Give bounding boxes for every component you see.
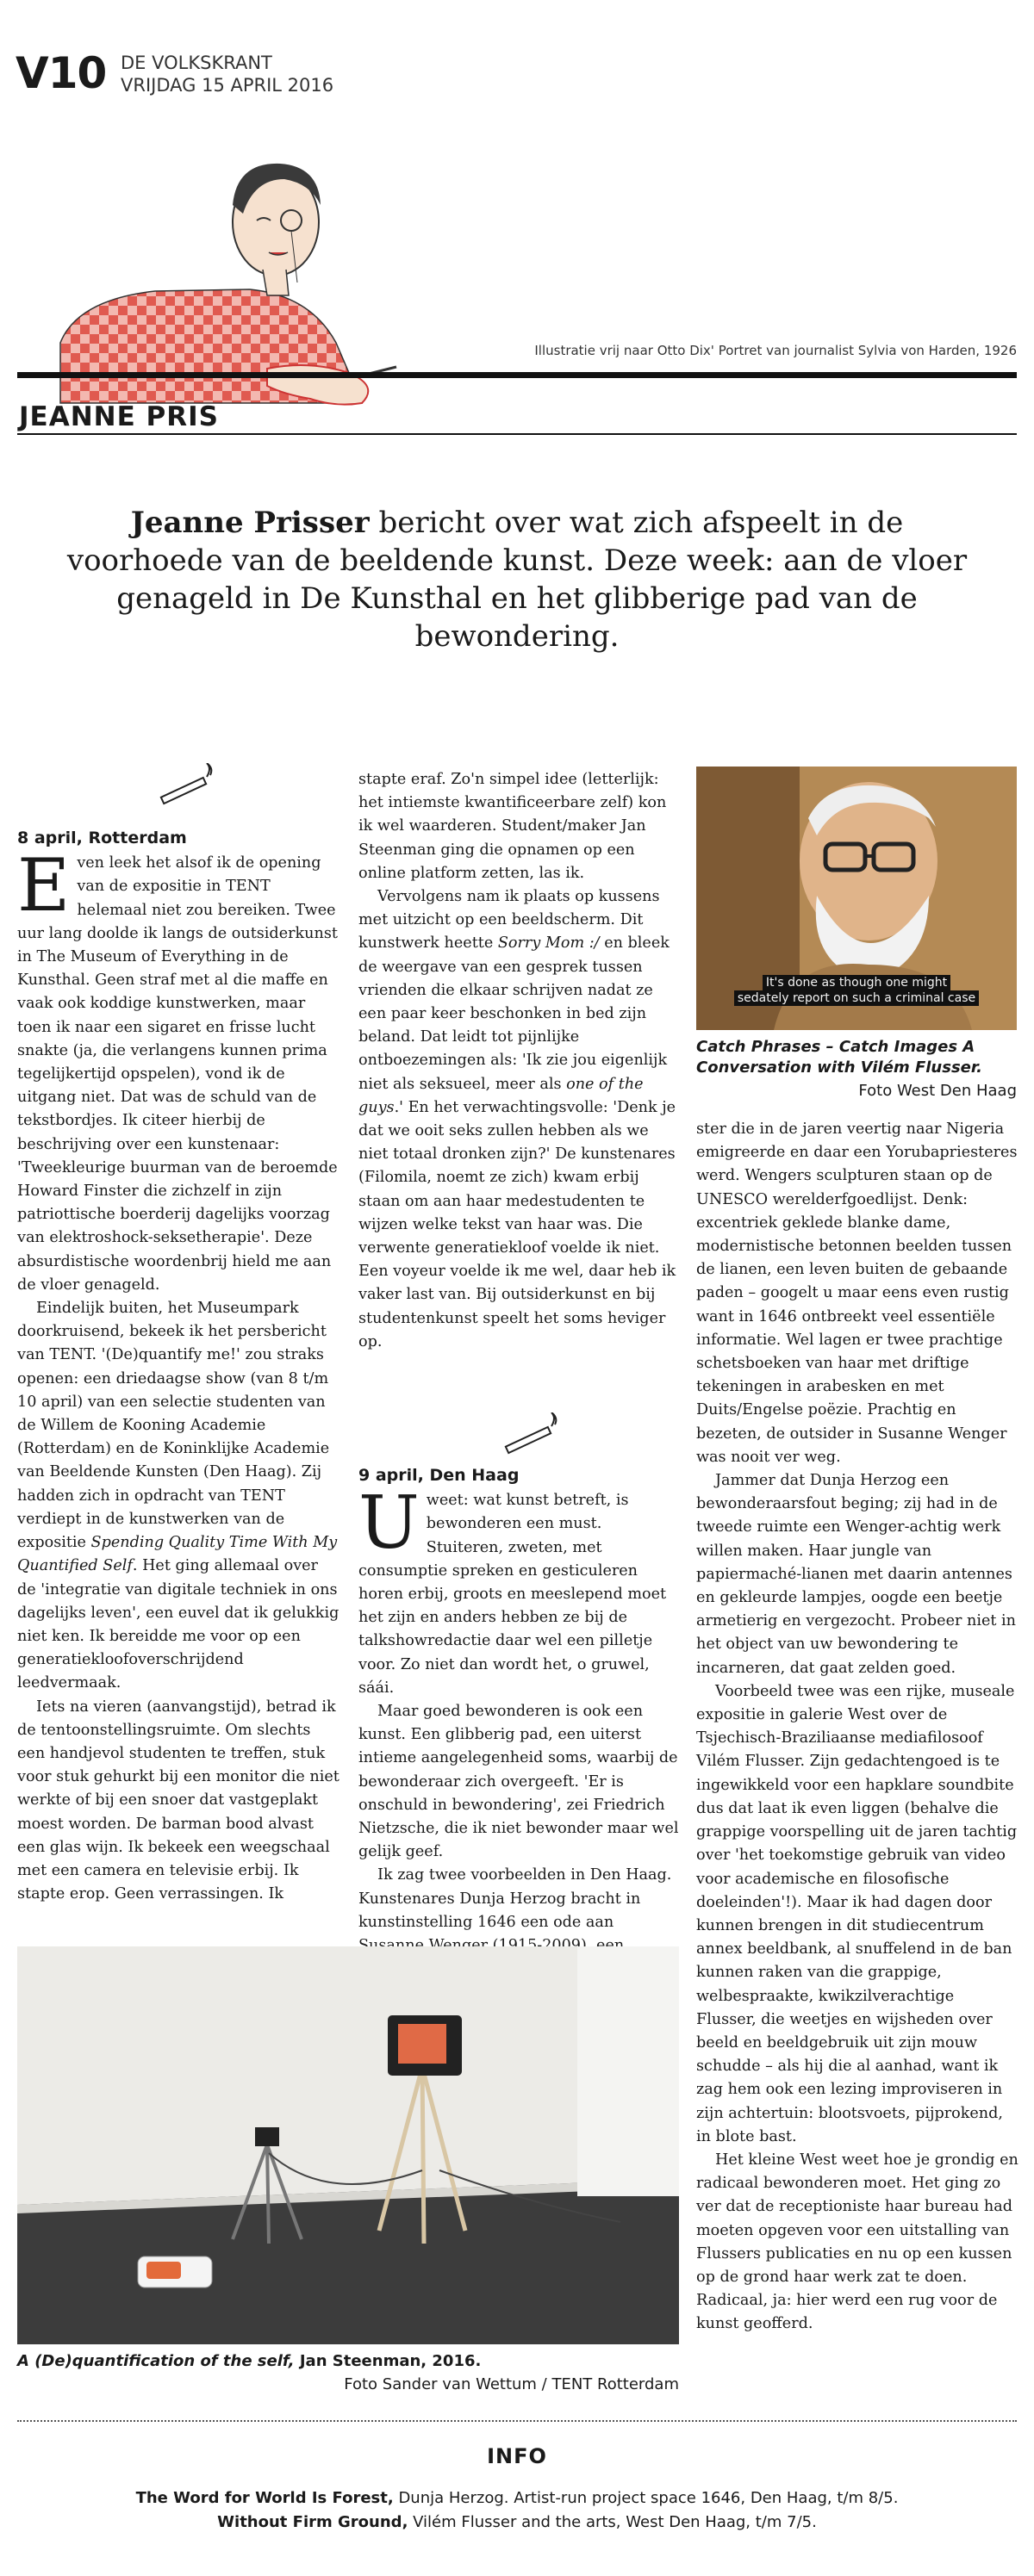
paragraph: Maar goed bewonderen is ook een kunst. Een glibberig pad, een uiterst intieme aangelegenheid soms, waarbij de bewonderaar zich overgeeft. 'Er is onschuld in bewondering', zei Friedrich Nietzsche, die ik niet bewonder maar wel gelijk geef.	[358, 1703, 679, 1861]
photo-credit: Foto West Den Haag	[858, 1082, 1017, 1100]
paragraph: Het kleine West weet hoe je grondig en radicaal bewonderen moet. Het ging zo ver dat de receptioniste haar bureau had moeten opgeven voor een uitstalling van Flussers publicaties en nu op een kussen op de grond haar werk zat te doen. Radicaal, ja: hier werd een rug voor de kunst geofferd.	[696, 2151, 1018, 2333]
paragraph: Vervolgens nam ik plaats op kussens met uitzicht op een beeldscherm. Dit kunstwerk heette Sorry Mom :/ en bleek de weergave van een gesprek tussen vrienden die elkaar schrijven nadat ze een paar keer beschonken in bed zijn beland. Dat leidt tot pijnlijke ontboezemingen als: 'Ik zie jou eigenlijk niet als seksueel, meer als one of the guys.' En het verwachtingsvolle: 'Denk je dat we ooit seks zullen hebben als we niet totaal dronken zijn?' De kunstenares (Filomila, noemt ze zich) kwam erbij staan om aan haar medestudenten te wijzen welke tekst van haar was. Die verwente generatiekloof voelde ik niet. Een voyeur voelde ik me wel, daar heb ik vaker last van. Bij outsiderkunst en bij studentenkunst speelt het soms heviger op.	[358, 888, 676, 1350]
article-column-2	[358, 768, 681, 1354]
paragraph: Voorbeeld twee was een rijke, museale expositie in galerie West over de Tsjechisch-Braziliaanse mediafilosoof Vilém Flusser. Zijn gedachtengoed is te ingewikkeld voor een hapklare soundbite dus dat laat ik even liggen (behalve die grappige voorspelling uit de jaren tachtig over 'het toekomstige gebruik van video voor academische en filosofische doeleinden'!). Maar ik had dagen door kunnen brengen in dit studiecentrum annex beeldbank, al snuffelend in de ban kunnen raken van die grappige, welbespraakte, kwikzilverachtige Flusser, die weetjes en wijsheden over beeld en beeldgebruik uit zijn mouw schudde – als hij die al aanhad, want ik zag hem ook een lezing improviseren in zijn achtertuin: blootsvoets, pijprokend, in blote bast.	[696, 1682, 1018, 2145]
photo-caption: Catch Phrases – Catch Images A Conversation with Vilém Flusser.	[696, 1038, 983, 1077]
intro-author: Jeanne Prisser	[130, 506, 370, 540]
flusser-photo	[696, 767, 1017, 1030]
paragraph: stapte eraf. Zo'n simpel idee (letterlijk: het intiemste kwantificeerbare zelf) kon ik wel waarderen. Student/maker Jan Steenman ging die opnamen op een online platform zetten, las ik.	[358, 771, 667, 882]
installation-scene	[17, 1946, 679, 2344]
intro-body: bericht over wat zich afspeelt in de voorhoede van de beeldende kunst. Deze week: aan de vloer genageld in De Kunsthal en het glibberige pad van de bewondering.	[66, 506, 968, 654]
video-subtitle: It's done as though one might sedately report on such a criminal case	[696, 975, 1017, 1006]
drop-cap: E	[17, 843, 71, 928]
paragraph: Ik zag twee voorbeelden in Den Haag. Kunstenares Dunja Herzog bracht in kunstinstelling 1646 een ode aan	[358, 1866, 672, 1931]
article-column-3	[696, 1118, 1018, 2337]
info-divider	[17, 2420, 1017, 2422]
info-line: Without Firm Ground, Vilém Flusser and the arts, West Den Haag, t/m 7/5.	[217, 2513, 817, 2531]
installation-photo	[17, 1946, 679, 2344]
paragraph: Uweet: wat kunst betreft, is bewonderen een must. Stuiteren, zweten, met consumptie spreken en gesticuleren horen erbij, groots en meeslepend moet het zijn en anders hebben ze bij de talkshowredactie daar wel een pilletje voor. Zo niet dan wordt het, o gruwel, sáái.	[358, 1480, 667, 1697]
intro-text	[60, 504, 974, 655]
cigarette-icon	[498, 1412, 567, 1461]
column-name: JEANNE PRIS	[19, 401, 220, 432]
bottom-photo-credit: Foto Sander van Wettum / TENT Rotterdam	[344, 2375, 679, 2393]
masthead-meta	[121, 52, 333, 96]
dateline: 8 april, Rotterdam	[17, 829, 187, 847]
info-heading: INFO	[487, 2444, 547, 2468]
article-column-2b	[358, 1464, 681, 1981]
paper-name: DE VOLKSKRANT	[121, 53, 272, 73]
paragraph: Iets na vieren (aanvangstijd), betrad ik de tentoonstellingsruimte. Om slechts een handjevol studenten te treffen, stuk voor stuk gehurkt bij een monitor die niet werkte of bij een snoer dat vastgeplakt moest worden. De barman bood alvast een glas wijn. Ik bekeek een weegschaal met een camera en televisie erbij. Ik stapte erop. Geen verrassingen. Ik	[17, 1698, 339, 1903]
info-line: The Word for World Is Forest, Dunja Herzog. Artist-run project space 1646, Den Haag, t/m 8/5.	[135, 2489, 899, 2507]
paragraph: Even leek het alsof ik de opening van de expositie in TENT helemaal niet zou bereiken. Twee uur lang doolde ik langs de outsiderkunst in The Museum of Everything in de Kunsthal. Geen straf met al die maffe en vaak ook koddige kunstwerken, maar toen ik naar een sigaret en frisse lucht snakte (ja, die verlangens kunnen prima tegelijkertijd opspelen), vond ik de uitgang niet. Dat was de schuld van de tekstbordjes. Ik citeer hierbij de beschrijving over een kunstenaar: 'Tweekleurige buurman van de beroemde Howard Finster die zichzelf in zijn patriottische boerderij dagelijks voorzag van elektroshock-seksetherapie'. Deze absurdistische woordenbrij hield me aan de vloer genageld.	[17, 843, 338, 1294]
section-number: V10	[16, 48, 107, 98]
header-rule-thick	[17, 372, 1017, 378]
cigarette-icon	[153, 763, 222, 811]
illustration-credit: Illustratie vrij naar Otto Dix' Portret van journalist Sylvia von Harden, 1926	[534, 343, 1017, 358]
drop-cap: U	[358, 1480, 420, 1566]
header-rule-thin	[17, 433, 1017, 435]
dateline: 9 april, Den Haag	[358, 1466, 520, 1485]
paragraph: Jammer dat Dunja Herzog een bewonderaarsfout beging; zij had in de tweede ruimte een Wenger-achtig werk willen maken. Haar jungle van papiermaché-lianen met daarin antennes en gekleurde lampjes, oogde een beetje armetierig en vergezocht. Probeer niet in het object van uw bewondering te incarneren, dat gaat zelden goed.	[696, 1472, 1016, 1677]
article-column-1	[17, 827, 339, 1906]
paragraph: ster die in de jaren veertig naar Nigeria emigreerde en daar een Yorubapriesteres werd. Wengers sculpturen staan op de UNESCO werelderfgoedlijst. Denk: excentriek geklede blanke dame, modernistische betonnen beelden tussen de lianen, een leven buiten de gebaande paden – googelt u maar eens even rustig want in 1646 ontbreekt veel essentiële informatie. Wel lagen er twee prachtige schetsboeken van haar met driftige tekeningen in arabesken en met Duits/Engelse poëzie. Prachtig en bezeten, de outsider in Susanne Wenger was nooit ver weg.	[696, 1120, 1018, 1466]
issue-date: VRIJDAG 15 APRIL 2016	[121, 75, 334, 96]
paragraph: Eindelijk buiten, het Museumpark doorkruisend, bekeek ik het persbericht van TENT. '(De)quantify me!' zou straks openen: een driedaagse show (van 8 t/m 10 april) van een selectie studenten van de Willem de Kooning Academie (Rotterdam) en de Koninklijke Academie van Beeldende Kunsten (Den Haag). Zij hadden zich in opdracht van TENT verdiept in de kunstwerken van de expositie Spending Quality Time With My Quantified Self. Het ging allemaal over de 'integratie van digitale techniek in ons dagelijks leven', een euvel dat ik gelukkig niet ken. Ik bereidde me voor op een generatiekloofoverschrijdend leedvermaak.	[17, 1300, 339, 1692]
bottom-photo-caption: A (De)quantification of the self, Jan Steenman, 2016.	[17, 2352, 482, 2370]
